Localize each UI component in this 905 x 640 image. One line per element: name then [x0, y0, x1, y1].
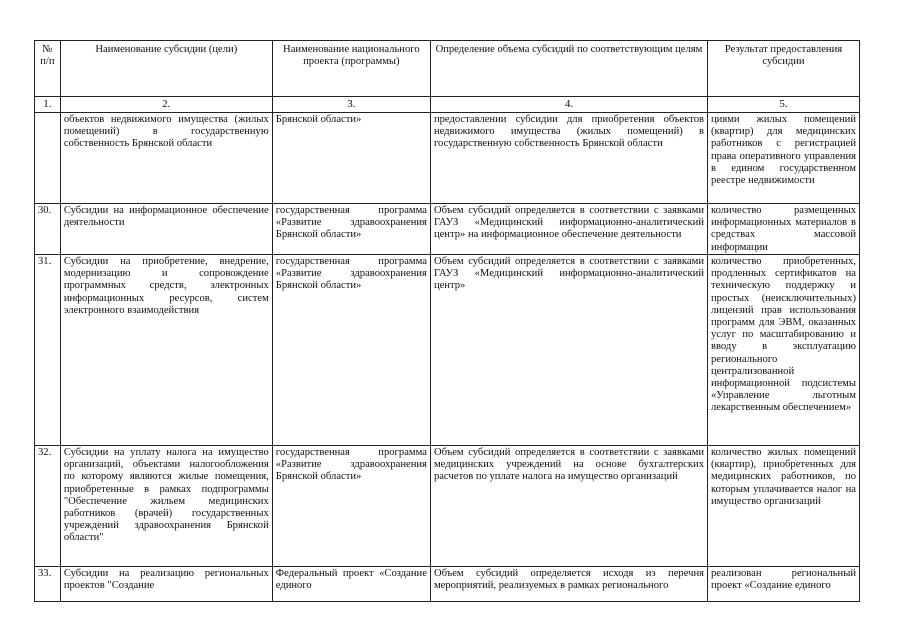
- column-number-row: [35, 97, 860, 113]
- header-subsidy-name: Наименование субсидии (цели): [60, 41, 272, 97]
- program-name: государственная программа «Развитие здравоохранения Брянской области»: [272, 255, 430, 446]
- subsidy-name: объектов недвижимого имущества (жилых помещений) в государственную собственность Брянской области: [60, 113, 272, 204]
- row-number: 30.: [35, 204, 61, 255]
- result-description-text: реализован региональный проект «Создание единого: [711, 568, 856, 592]
- table-header-row: [35, 41, 860, 97]
- volume-definition: Объем субсидий определяется в соответствии с заявками медицинских учреждений на основе бухгалтерских расчетов по уплате налога на имущество организаций: [430, 446, 707, 567]
- volume-definition: Объем субсидий определяется в соответствии с заявками ГАУЗ «Медицинский информационно-аналитический центр» на информационное обеспечение деятельности: [430, 204, 707, 255]
- result-description: циями жилых помещений (квартир) для медицинских работников с регистрацией права оперативного управления в едином государственном реестре недвижимости: [708, 113, 860, 204]
- column-number: 1.: [35, 97, 61, 113]
- table-row: [35, 255, 860, 446]
- table-row: [35, 204, 860, 255]
- row-number: [35, 113, 61, 204]
- subsidy-name-text: Субсидии на реализацию региональных проектов "Создание: [63, 568, 269, 592]
- volume-definition: предоставлении субсидии для приобретения объектов недвижимого имущества (жилых помещений) в государственную собственность Брянской области: [430, 113, 707, 204]
- column-number: 4.: [430, 97, 707, 113]
- table-row: [35, 113, 860, 204]
- result-description: количество жилых помещений (квартир), приобретенных для медицинских работников, по которым уплачивается налог на имущество организаций: [708, 446, 860, 567]
- program-name: государственная программа «Развитие здравоохранения Брянской области»: [272, 204, 430, 255]
- column-number: 5.: [708, 97, 860, 113]
- subsidy-name: Субсидии на уплату налога на имущество организаций, объектами налогообложения по которому являются жилые помещения, приобретенные в рамках подпрограммы "Обеспечение жильем медицинских работников (врачей) государственных учреждений здравоохранения Брянской области": [60, 446, 272, 567]
- volume-definition: Объем субсидий определяется в соответствии с заявками ГАУЗ «Медицинский информационно-аналитический центр»: [430, 255, 707, 446]
- subsidy-name: Субсидии на приобретение, внедрение, модернизацию и сопровождение программных средств, электронных информационных ресурсов, систем электронного взаимодействия: [60, 255, 272, 446]
- program-name-text: Федеральный проект «Создание единого: [275, 568, 427, 592]
- result-description: количество приобретенных, продленных сертификатов на техническую поддержку и простых (неисключительных) лицензий прав использования программ для ЭВМ, оказанных услуг по масштабированию и вводу в эксплуатацию регионального централизованной информационной подсистемы «Управление льготным лекарственным обеспечением»: [708, 255, 860, 446]
- subsidy-name: Субсидии на информационное обеспечение деятельности: [60, 204, 272, 255]
- table-row: [35, 446, 860, 567]
- header-national-project: Наименование национального проекта (программы): [272, 41, 430, 97]
- column-number: 3.: [272, 97, 430, 113]
- table-row: [35, 567, 860, 602]
- program-name: [272, 567, 430, 602]
- program-name: Брянской области»: [272, 113, 430, 204]
- result-description: [708, 567, 860, 602]
- subsidy-name: [60, 567, 272, 602]
- header-result: Результат предоставления субсидии: [708, 41, 860, 97]
- volume-definition-text: Объем субсидий определяется исходя из перечня мероприятий, реализуемых в рамках регионального: [433, 568, 704, 592]
- result-description: количество размещенных информационных материалов в средствах массовой информации: [708, 204, 860, 255]
- program-name: государственная программа «Развитие здравоохранения Брянской области»: [272, 446, 430, 567]
- row-number: 31.: [35, 255, 61, 446]
- volume-definition: [430, 567, 707, 602]
- column-number: 2.: [60, 97, 272, 113]
- header-volume-definition: Определение объема субсидий по соответствующим целям: [430, 41, 707, 97]
- subsidy-table: [34, 40, 860, 602]
- row-number: 33.: [35, 567, 61, 602]
- header-number: № п/п: [35, 41, 61, 97]
- row-number: 32.: [35, 446, 61, 567]
